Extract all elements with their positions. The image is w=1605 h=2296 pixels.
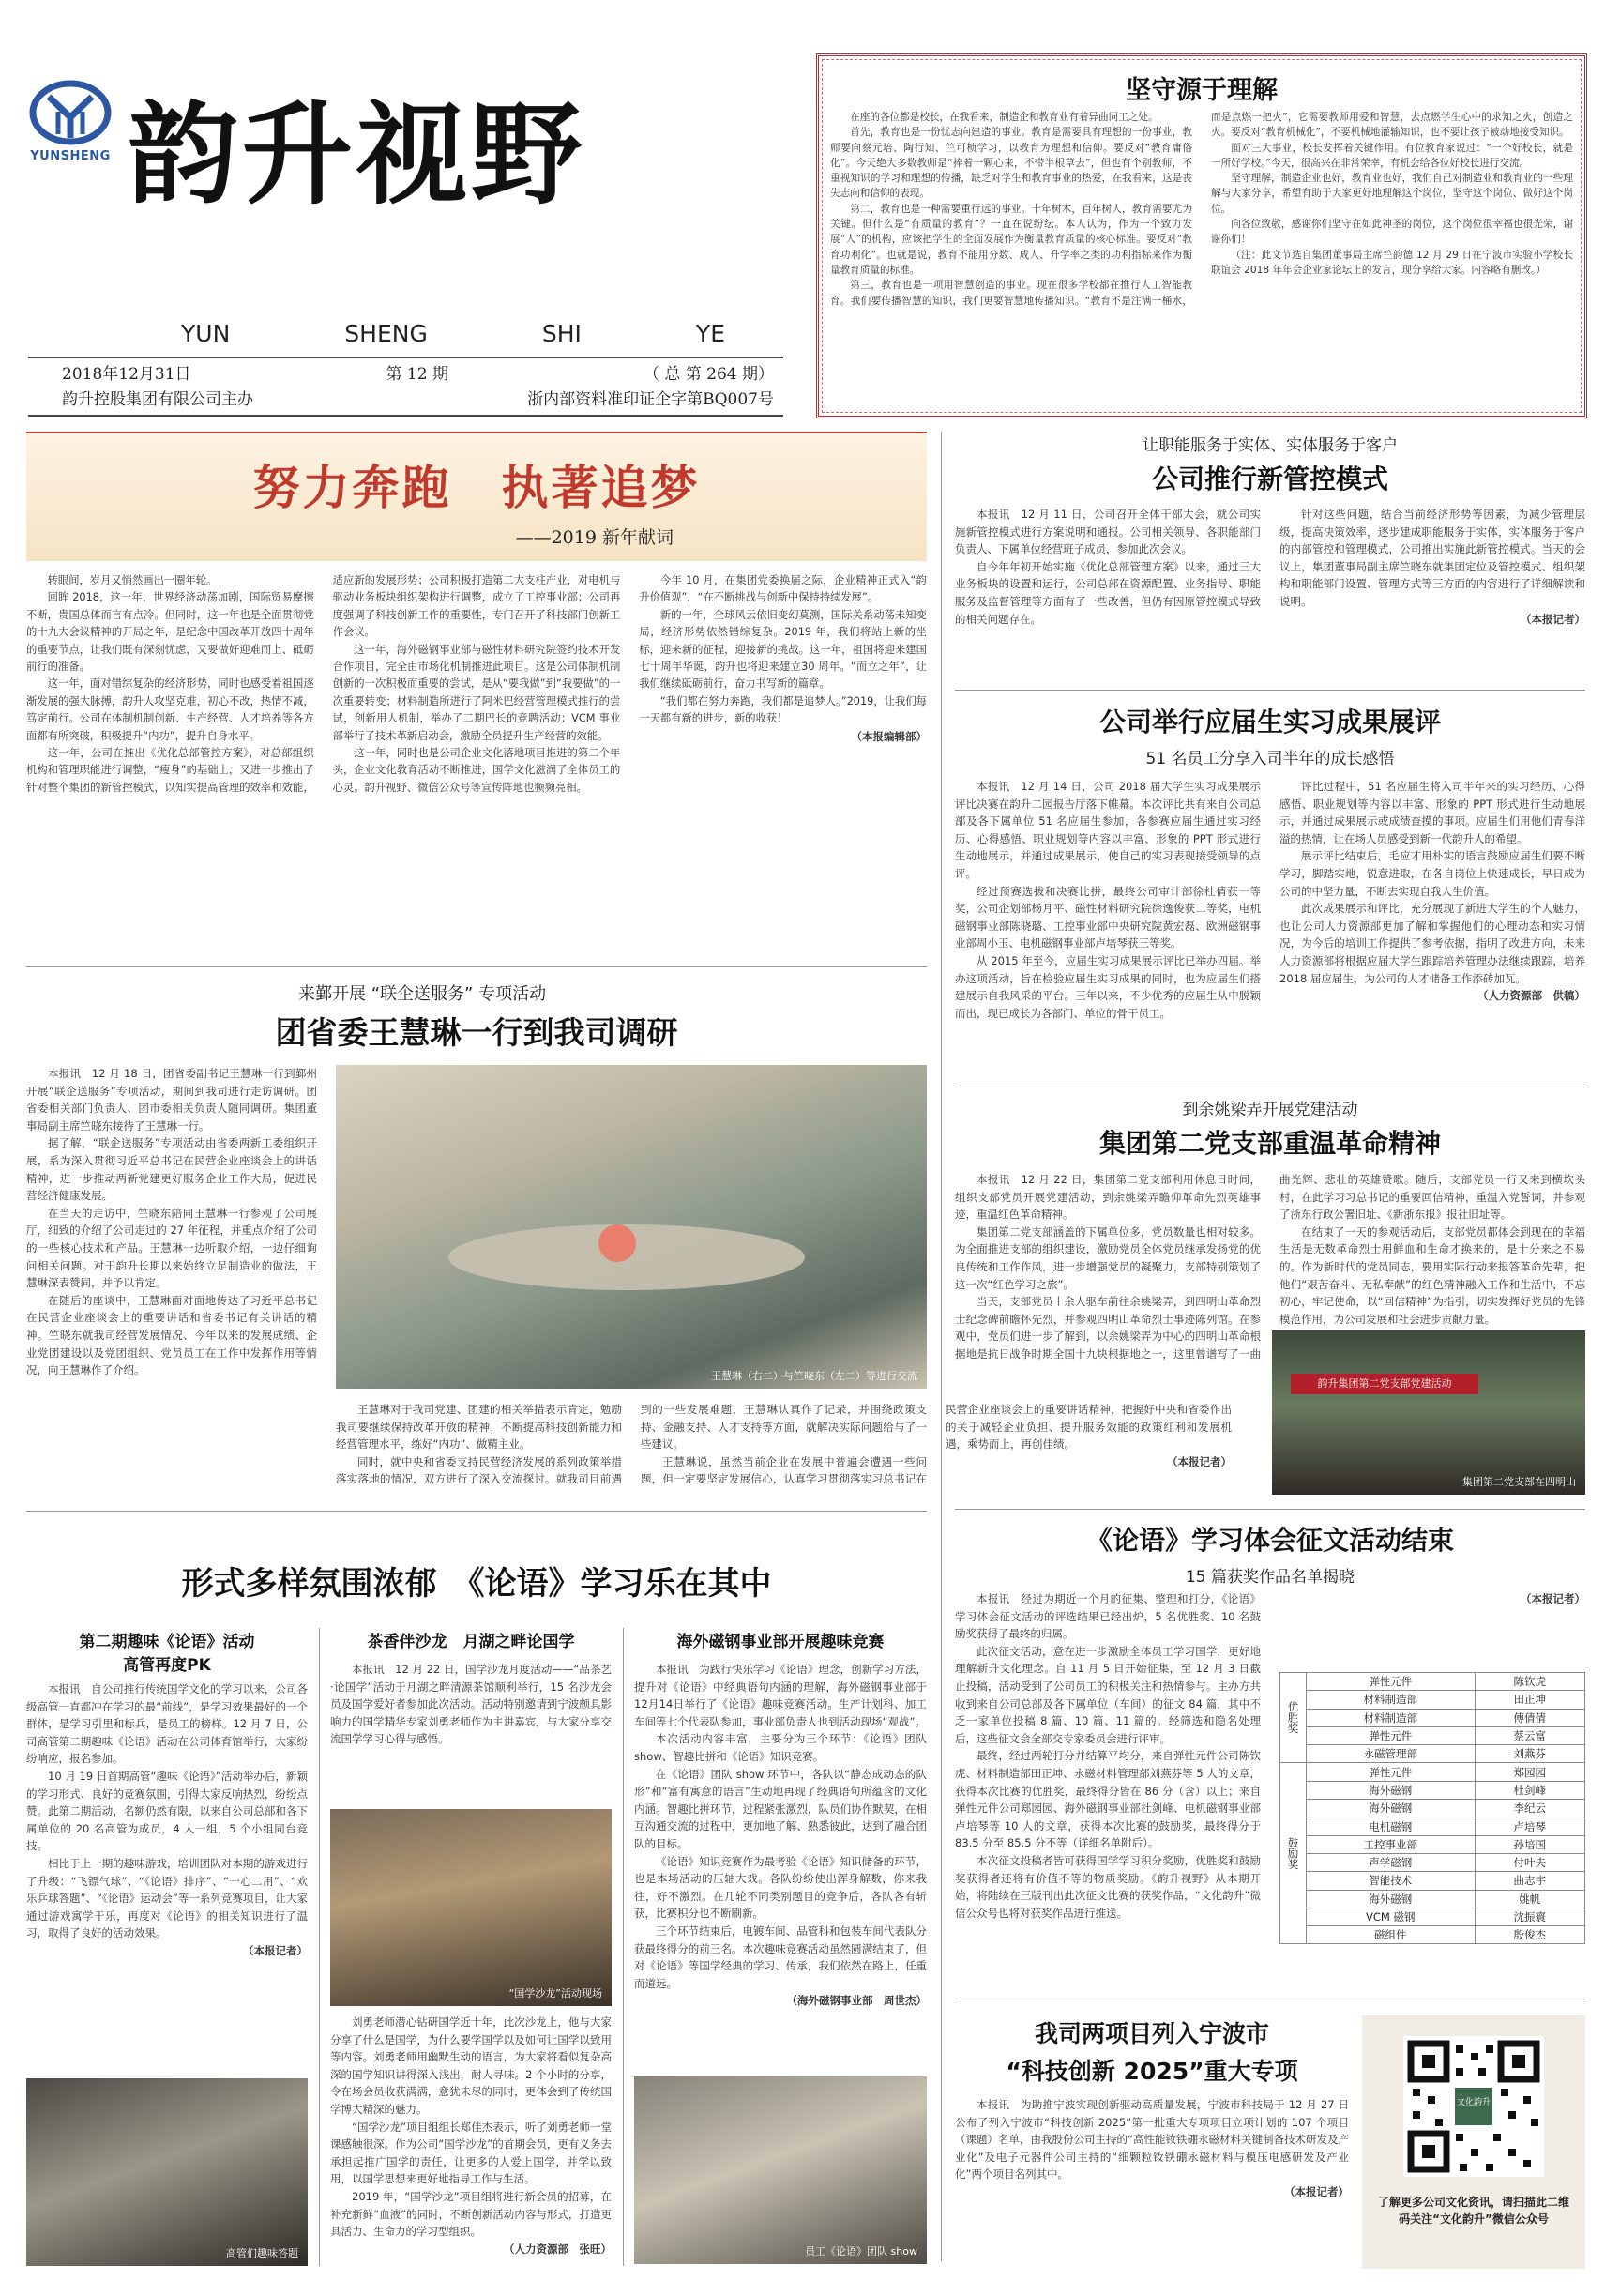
awards-table (1279, 1672, 1585, 1944)
salon-caption: “国学沙龙”活动现场 (508, 1987, 602, 1999)
logo-icon (28, 80, 113, 145)
award-name: 蔡云富 (1475, 1726, 1584, 1744)
new-year-para: 这一年，面对错综复杂的经济形势，同时也感受着祖国逐渐发展的强大脉搏，韵升人攻坚克难，初心不改，热情不减，笃定前行。公司在体制机制创新、生产经营、人才培养等各方面都有所突破，积极提升“内功”，提升自身水平。 (26, 677, 314, 742)
total-issue: （ 总 第 264 期） (643, 365, 774, 384)
management-para: 自今年年初开始实施《优化总部管理方案》以来，通过三大业务板块的设置和运行，公司总部在资源配置、业务指导、职能服务及监督管理等方面有了一些改善，但仍有因原管控模式导致的相关问题存在。 (955, 559, 1261, 626)
youth-league-para: 王慧琳说，虽然当前企业在发展中普遍会遭遇一些问题，但一定要坚定发展信心，认真学习贯彻落实习总书记在民营企业座谈会上的重要讲话精神，把握好中央和省委作出的关于减轻企业负担、提升服务效能的政策红利和发展机遇，乘势而上，再创佳绩。 (641, 1403, 1232, 1486)
new-year-para: 回眸 2018，这一年，世界经济动荡加剧，国际贸易摩擦不断，贵国总体而言有点冷。但同时，这一年也是全面贯彻党的十九大会议精神的开局之年，是纪念中国改革开放四十周年的重要节点，让我们既有深刻忧虑，又要做好迎难而上、砥砺前行的准备。 (26, 591, 314, 674)
award-unit: 智能技术 (1307, 1872, 1476, 1890)
award-name: 杜剑峰 (1475, 1781, 1584, 1799)
graduates-para: 展示评比结束后，毛应才用朴实的语言鼓励应届生们要不断学习，脚踏实地，锐意进取，在各自岗位上快速成长，早日成为公司的中坚力量，不断去实现自我人生价值。 (1279, 849, 1585, 898)
youth-league-para: 本报讯 12 月 18 日，团省委副书记王慧琳一行到鄞州开展“联企送服务”专项活动，期间到我司进行走访调研。团省委相关部门负责人、团市委相关负责人随同调研。集团董事局副主席竺晓东接待了王慧琳一行。 (26, 1067, 317, 1133)
youth-league-photo (336, 1065, 927, 1389)
award-name: 陈钦虎 (1475, 1673, 1584, 1691)
award-row (1280, 1726, 1585, 1744)
editorial-title: 坚守源于理解 (1126, 76, 1278, 105)
analects-pk-body (26, 1680, 308, 2056)
salon-sign: （人力资源部 张旺） (504, 2242, 612, 2256)
youth-league-para: 在当天的走访中，竺晓东陪同王慧琳一行参观了公司展厅，细致的介绍了公司走过的 27 年征程，并重点介绍了公司的一些核心技术和产品。王慧琳一边听取介绍，一边仔细询问相关问题。对于韵升长期以来始终立足制造业的做法，王慧琳深表赞同，并予以肯定。 (26, 1206, 317, 1290)
award-unit: 材料制造部 (1307, 1691, 1476, 1709)
award-row (1280, 1763, 1585, 1781)
graduates-para: 本报讯 12 月 14 日，公司 2018 届大学生实习成果展示评比决赛在韵升二园报告厅落下帷幕。本次评比共有来自公司总部及各下属单位 51 名应届生参加，各参赛应届生通过实习经历、心得感悟、职业规划等内容以丰富、形象的 PPT 形式进行生动地展示，并通过成果展示，使自己的实习表现接受领导的点评。 (955, 780, 1261, 880)
awards-table-wrap (1279, 1672, 1585, 1944)
article-analects (26, 1558, 927, 1604)
management-kicker: 让职能服务于实体、实体服务于客户 (1143, 436, 1398, 455)
management-body (955, 506, 1585, 684)
essay-body-left (955, 1590, 1261, 2008)
essay-para: 此次征文活动，意在进一步激励全体员工学习国学，更好地理解新升文化理念。自 11 月 5 日开始征集，至 12 月 3 日截止投稿，活动受到了公司员工的积极关注和热情参与。主办方共收到来自公司总部及各下属单位（车间）的征文 84 篇，其中不乏一家单位投稿 8 篇、10 篇、11 篇的。经筛选和隐名处理后，这些征文会全部交专家委员会进行评审。 (955, 1644, 1261, 1745)
analects-title: 形式多样氛围浓郁 《论语》学习乐在其中 (181, 1565, 772, 1603)
award-name: 傅倩倩 (1475, 1709, 1584, 1726)
overseas-photo (634, 2076, 927, 2264)
editorial-para: 首先，教育也是一份忧志向建造的事业。教育是需要具有理想的一份事业，教师要向蔡元培、陶行知、竺可桢学习，以教育为理想和信仰。要反对“教育庸俗化”。今天绝大多数教师是“捧着一颗心来，不带半根草去”，但也有个别教师，不重视知识的学习和理想的传播，缺乏对学生和教育事业的热爱，在我看来，这是丧失志向和信仰的表现。 (830, 127, 1192, 200)
party-banner: 韵升集团第二党支部党建活动 (1291, 1374, 1478, 1394)
party-kicker: 到余姚梁弄开展党建活动 (1182, 1101, 1358, 1119)
management-title: 公司推行新管控模式 (1151, 464, 1388, 494)
analects-pk-photo (26, 2078, 308, 2266)
new-year-para: 转眼间，岁月又悄然画出一圈年轮。 (47, 574, 218, 586)
essay-sign: （本报记者） (1521, 1592, 1585, 1605)
award-name: 孙培国 (1475, 1835, 1584, 1853)
graduates-title: 公司举行应届生实习成果展评 (1098, 707, 1441, 737)
party-para: 当天，支部党员十余人驱车前往余姚梁弄，到四明山革命烈士纪念碑前瞻怀先烈，并参观四明山革命烈士事迹陈列馆。在参观中，党员们进一步了解到，以余姚梁弄为中心的四明山革命根据地是抗日战争时期全国十九块根据地之一，这里曾谱写了一曲曲光辉、悲壮的英雄赞歌。随后，支部党员一行又来到横坎头村，在此学习习总书记的重要回信精神，重温入党誓词，并参观了浙东行政公署旧址、《新浙东报》报社旧址等。 (955, 1173, 1585, 1361)
youth-league-para: 同时，就中央和省委支持民营经济发展的系列政策举措落实落地的情况，双方进行了深入交流探讨。就我司目前遇到的一些发展难题，王慧琳认真作了记录，并围绕政策支持、金融支持、人才支持等方面，就解决实际问题给与了一些建议。 (336, 1403, 927, 1486)
article-essay (955, 1520, 1585, 2008)
party-para: 在结束了一天的参观活动后，支部党员都体会到现在的幸福生活是无数革命烈士用鲜血和生命才换来的，是十分来之不易的。作为新时代的党员同志，要用实际行动来报答革命先辈，把他们“艰苦奋斗、无私奉献”的红色精神融入工作和生活中，不忘初心，牢记使命，以“回信精神”为指引，切实发挥好党员的先锋模范作用，为公司发展和社会进步贡献力量。 (1279, 1224, 1585, 1326)
award-unit: 工控事业部 (1307, 1835, 1476, 1853)
essay-para: 本次征文投稿者皆可获得国学学习积分奖励，优胜奖和鼓励奖获得者还将有价值不等的物质奖励。《韵升视野》从本期开始，将陆续在三版刊出此次征文比赛的获奖作品，“文化韵升”微信公众号也将对获奖作品进行推送。 (955, 1853, 1261, 1920)
pinyin-3: SHI (541, 320, 582, 347)
qr-caption: 了解更多公司文化资讯，请扫描此二维码关注“文化韵升”微信公众号 (1377, 2196, 1569, 2226)
analects-pk-title2: 高管再度PK (123, 1656, 211, 1675)
award-unit: 海外磁钢 (1307, 1800, 1476, 1817)
article-analects-pk (26, 1628, 308, 2266)
party-caption: 集团第二党支部在四明山 (1462, 1476, 1576, 1488)
tech-title-2: “科技创新 2025”重大专项 (1006, 2058, 1298, 2085)
salon-para: “国学沙龙”项目组组长郑佳杰表示，听了刘勇老师一堂课感触很深。作为公司“国学沙龙”的首期会员，更有义务去承担起推广国学的责任，让更多的人爱上国学，并学以致用，以国学思想来更好地指导工作与生活。 (330, 2120, 612, 2186)
graduates-para: 此次成果展示和评比，充分展现了新进大学生的个人魅力，也让公司人力资源部更加了解和掌握他们的心理动态和实习情况，为今后的培训工作提供了参考依据，指明了改进方向，未来人力资源部将根据应届大学生跟踪培养管理办法继续跟踪，培养 2018 届应届生，为公司的人才储备工作添砖加瓦。 (1279, 902, 1585, 985)
qr-box (1362, 2015, 1585, 2269)
editorial-note: （注：此文节选自集团董事局主席竺韵德 12 月 29 日在宁波市实验小学校长联谊会 2018 年年会企业家论坛上的发言，现分享给大家。内容略有删改。） (1211, 249, 1573, 276)
logo-text: YUNSHENG (30, 149, 111, 163)
graduates-sign: （人力资源部 供稿） (1477, 989, 1585, 1003)
overseas-sign: （海外磁钢事业部 周世杰） (786, 1994, 927, 2008)
party-para: 本报讯 12 月 22 日，集团第二党支部利用休息日时间，组织支部党员开展党建活动，到余姚梁弄瞻仰革命先烈英雄事迹，重温红色革命精神。 (955, 1173, 1261, 1222)
award-name: 卢培琴 (1475, 1817, 1584, 1835)
award-name: 付叶夫 (1475, 1853, 1584, 1871)
new-year-title: 努力奔跑 执著追梦 (252, 461, 701, 515)
youth-league-para: 在随后的座谈中，王慧琳面对面地传达了习近平总书记在民营企业座谈会上的重要讲话和省委书记有关讲话的精神。竺晓东就我司经营发展情况、今年以来的发展成绩、企业党团建设以及党团组织、党员员工在工作中发挥作用等情况，向王慧琳作了介绍。 (26, 1293, 317, 1377)
award-row (1280, 1781, 1585, 1799)
tech-title-1: 我司两项目列入宁波市 (1034, 2020, 1269, 2047)
editorial-text (830, 110, 1573, 401)
masthead-pinyin (181, 320, 725, 347)
award-row (1280, 1835, 1585, 1853)
editorial-para: 第二，教育也是一种需要重行远的事业。十年树木，百年树人，教育需要尤为关键。但什么是“有质量的教育”？一直在说纷纭。本人认为，作为一个致力发展“人”的机构，应该把学生的全面发展作为衡量教育质量的核心标准。要反对“教育功利化”。也就是说，教育不能用分数、成人、升学率之类的功利指标来作为衡量教育质量的标准。 (830, 203, 1192, 276)
youth-league-para: 王慧琳对于我司党建、团建的相关举措表示肯定，勉励我司要继续保持改革开放的精神，不断提高科技创新能力和经营管理水平，练好“内功”、做精主业。 (336, 1403, 622, 1452)
graduates-para: 经过预赛选拔和决赛比拼，最终公司审计部徐杜倩获一等奖，公司企划部杨月平、磁性材料研究院徐逸俊获二等奖，电机磁钢事业部陈晓璐、工控事业部中央研究院黄宏磊、欧洲磁钢事业部周小玉、电机磁钢事业部卢培琴获三等奖。 (955, 884, 1261, 950)
editorial-para: 坚守理解，制造企业也好，教育业也好，我们自己对制造业和教育业的一些理解与大家分享，希望有助于大家更好地理解这个岗位，坚守这个岗位、做好这个岗位。 (1211, 173, 1573, 215)
award-row (1280, 1872, 1585, 1890)
award-unit: 弹性元件 (1307, 1763, 1476, 1781)
award-name: 田正坤 (1475, 1691, 1584, 1709)
essay-body-right (1279, 1590, 1585, 1665)
overseas-caption: 员工《论语》团队 show (805, 2245, 917, 2258)
overseas-para: 《论语》知识竞赛作为最考验《论语》知识储备的环节，也是本场活动的压轴大戏。各队纷纷使出浑身解数，你来我往，好不激烈。在几轮不同类别题目的竞争后，各队各有斩获，比赛积分也不断刷新。 (634, 1854, 927, 1921)
award-name: 郑园园 (1475, 1763, 1584, 1781)
salon-body-bottom (330, 2014, 612, 2286)
new-year-para: 这一年，公司在推出《优化总部管控方案》，对总部组织机构和管理职能进行调整，“瘦身”的基础上，又进一步推出了针对整个集团的新管控模式，以知实提高管理的效率和效能，适应新的发展形势；公司积极打造第二大支柱产业，对电机与驱动业务板块组织架构进行调整，成立了工控事业部；公司再度强调了科技创新工作的重要性，专门召开了科技部门创新工作会议。 (26, 574, 621, 794)
issue-info (28, 357, 783, 417)
editorial-box (816, 53, 1587, 418)
graduates-para: 从 2015 年至今，应届生实习成果展示评比已举办四届。举办这项活动，旨在检验应届生实习成果的同时，也为应届生们搭建展示自我风采的平台。三年以来，不少优秀的应届生从中脱颖而出，现已成长为各部门、单位的骨干员工。 (955, 953, 1261, 1020)
salon-photo (330, 1809, 612, 2006)
youth-league-title: 团省委王慧琳一行到我司调研 (275, 1014, 678, 1051)
analects-pk-title: 第二期趣味《论语》活动 (79, 1633, 255, 1651)
youth-league-body-right (336, 1401, 1232, 1502)
award-unit: 弹性元件 (1307, 1673, 1476, 1691)
award-row (1280, 1691, 1585, 1709)
logo (28, 80, 113, 164)
award-unit: 电机磁钢 (1307, 1817, 1476, 1835)
issue-date: 2018年12月31日 (62, 365, 191, 384)
new-year-para: 这一年，海外磁钢事业部与磁性材料研究院签约技术开发合作项目，完全由市场化机制推进此项目。这是公司体制机制创新的一次积极而重要的尝试，是从“要我做”到“我要做”的一次重要转变；材料制造所进行了阿米巴经营管理模式推行的尝试，创新用人机制，举办了二期巴长的竞聘活动；VCM 事业部举行了技术革新启动会，激励全员提升生产经营的效能。 (332, 643, 621, 742)
award-unit: 永磁管理部 (1307, 1745, 1476, 1763)
analects-pk-para: 10 月 19 日首期高管“趣味《论语》”活动举办后，新颖的学习形式、良好的竞赛氛围，引得大家反响热烈，纷纷点赞。此第二期活动，名额仍然有限，以来自公司总部和各下属单位的 20 名高管为成员，4 人一组，5 个小组同台竞技。 (26, 1769, 308, 1853)
award-name: 曲志宇 (1475, 1872, 1584, 1890)
article-new-year (26, 432, 927, 957)
editorial-para: 向各位致敬，感谢你们坚守在如此神圣的岗位，这个岗位很幸福也很光荣，谢谢你们！ (1211, 219, 1573, 246)
award-row (1280, 1817, 1585, 1835)
award-unit: VCM 磁钢 (1307, 1908, 1476, 1925)
article-salon (330, 1628, 612, 2266)
graduates-subtitle: 51 名员工分享入司半年的成长感悟 (1145, 750, 1395, 768)
award-unit: 材料制造部 (1307, 1709, 1476, 1726)
issue-number: 第 12 期 (386, 365, 448, 384)
award-unit: 声学磁钢 (1307, 1853, 1476, 1871)
analects-pk-sign: （本报记者） (243, 1943, 308, 1957)
award-row (1280, 1745, 1585, 1763)
analects-pk-caption: 高管们趣味答题 (226, 2247, 298, 2259)
award-name: 李纪云 (1475, 1800, 1584, 1817)
party-photo (1272, 1330, 1585, 1495)
article-graduates (955, 702, 1585, 1077)
award-unit: 弹性元件 (1307, 1726, 1476, 1744)
new-year-subtitle: ——2019 新年献词 (515, 527, 674, 548)
article-tech-innovation (955, 2015, 1349, 2269)
youth-league-para: 据了解，“联企送服务”专项活动由省委两新工委组织开展，系为深入贯彻习近平总书记在民营企业座谈会上的讲话精神，进一步推动两新党建更好服务企业工作大局，促进民营经济健康发展。 (26, 1136, 317, 1203)
analects-pk-para: 本报讯 自公司推行传统国学文化的学习以来，公司各级高管一直都冲在学习的最“前线”，是学习效果最好的一个群体，是学习引里和标兵，是员工的榜样。12 月 7 日，公司高管第二期趣味《论语》活动在公司体育馆举行，大家纷纷响应，报名参加。 (26, 1682, 308, 1766)
pinyin-4: YE (695, 320, 725, 347)
article-management (955, 432, 1585, 680)
qr-label: 文化韵升 (1456, 2098, 1491, 2107)
essay-para: 最终，经过两轮打分并结算平均分，来自弹性元件公司陈钦虎、材料制造部田正坤、永磁材料管理部刘燕芬等 5 人的文章，获得本次比赛的优胜奖，最终得分皆在 86 分（含）以上；来自弹性元件公司郑园园、海外磁钢事业部杜剑峰、电机磁钢事业部卢培琴等 10 人的文章，获得本次比赛的鼓励奖，最终得分于 83.5 分至 85.5 分不等（详细名单附后）。 (955, 1749, 1261, 1850)
pinyin-2: SHENG (344, 320, 428, 347)
editorial-para: 在座的各位都是校长，在我看来，制造企和教育业有着异曲同工之处。 (850, 112, 1158, 123)
license: 浙内部资料准印证企字第BQ007号 (527, 390, 774, 409)
award-name: 姚帆 (1475, 1890, 1584, 1908)
award-row (1280, 1926, 1585, 1944)
management-sign: （本报记者） (1521, 612, 1585, 626)
award-row (1280, 1709, 1585, 1726)
salon-para: 刘勇老师潜心钻研国学近十年，此次沙龙上，他与大家分享了什么是国学，为什么要学国学以及如何让国学以致用等内容。刘勇老师用幽默生动的语言，为大家将看似复杂高深的国学知识讲得深入浅出，耐人寻味。2 个小时的分享，令在场会员收获满满，意犹未尽的同时，更体会到了传统国学博大精深的魅力。 (330, 2015, 612, 2116)
award-group-label: 优胜奖 (1280, 1673, 1307, 1763)
award-unit: 海外磁钢 (1307, 1781, 1476, 1799)
youth-league-sign: （本报记者） (1167, 1454, 1232, 1468)
masthead (17, 42, 805, 418)
new-year-para: 这一年，同时也是公司企业文化落地项目推进的第二个年头，企业文化教育活动不断推进，国学文化滋润了全体员工的心灵。韵升视野、微信公众号等宣传阵地也频频亮相。 (332, 747, 621, 794)
youth-league-kicker: 来鄞开展 “联企送服务” 专项活动 (298, 984, 547, 1004)
award-row (1280, 1890, 1585, 1908)
editorial-para: 第三，教育也是一项用智慧创造的事业。现在很多学校都在推行人工智能教育。我们要传播智慧的知识，我们更要智慧地传播知识。“教育不是注满一桶水，而是点燃一把火”，它需要教师用爱和智慧，去点燃学生心中的求知之火，创造之火。要反对“教育机械化”，不要机械地灌输知识，也不要让孩子被动地接受知识。 (830, 112, 1573, 307)
overseas-para: 在《论语》团队 show 环节中，各队以“静态成动态的队形”和“富有寓意的语言”生动地再现了经典语句所蕴含的文化内涵。智趣比拼环节，过程紧张激烈，队员们协作默契，在相互沟通交流的过程中，更加地了解、熟悉彼此，达到了融合团队的目标。 (634, 1767, 927, 1850)
new-year-sign: （本报编辑部） (851, 729, 927, 743)
award-unit: 磁组件 (1307, 1926, 1476, 1944)
analects-pk-para: 相比于上一期的趣味游戏，培训团队对本期的游戏进行了升级：“飞镖气球”、“《论语》排序”、“一心二用”、“欢乐乒球答题”、“《论语》运动会”等一系列竞赛项目，让大家通过游戏寓学于乐，再度对《论语》的相关知识进行了温习，取得了良好的活动效果。 (26, 1856, 308, 1940)
essay-title: 《论语》学习体会征文活动结束 (1085, 1525, 1454, 1556)
overseas-para: 本次活动内容丰富，主要分为三个环节：《论语》团队 show、智趣比拼和《论语》知识竞赛。 (634, 1732, 927, 1763)
new-year-body (26, 572, 927, 948)
pinyin-1: YUN (181, 320, 231, 347)
editorial-para: 面对三大事业，校长发挥着关键作用。有位教育家说过：“一个好校长，就是一所好学校。”今天，很高兴在非常荣幸，有机会给各位好校长进行交流。 (1211, 142, 1573, 169)
award-name: 殷俊杰 (1475, 1926, 1584, 1944)
article-overseas-contest (634, 1628, 927, 2266)
sponsor: 韵升控股集团有限公司主办 (62, 390, 253, 409)
new-year-para: “我们都在努力奔跑，我们都是追梦人。”2019，让我们每一天都有新的进步，新的收获！ (639, 694, 927, 725)
essay-subtitle: 15 篇获奖作品名单揭晓 (1185, 1568, 1355, 1587)
award-row (1280, 1800, 1585, 1817)
masthead-title: 韵升视野 (128, 89, 586, 220)
award-row (1280, 1908, 1585, 1925)
qr-code (1403, 2036, 1544, 2177)
overseas-body (634, 1661, 927, 2088)
award-row (1280, 1853, 1585, 1871)
tech-sign: （本报记者） (1284, 2184, 1349, 2198)
overseas-para: 三个环节结束后，电镀车间、品管科和包装车间代表队分获最终得分的前三名。本次趣味竞赛活动虽然圆满结束了，但对《论语》等国学经典的学习、传承，我们依然在路上，任重而道远。 (634, 1923, 927, 1990)
salon-title: 茶香伴沙龙 月湖之畔论国学 (367, 1633, 575, 1651)
tech-para: 本报讯 为助推宁波实现创新驱动高质量发展，宁波市科技局于 12 月 27 日公布了列入宁波市“科技创新 2025”第一批重大专项项目立项计划的 107 个项目（课题）名单，由我股份公司主持的“高性能钕铁硼永磁材料关键制备技术研发及产业化”及电子元器件公司主持的“细颗粒钕铁硼永磁材料与模压电感研发及产业化”两个项目名列其中。 (955, 2098, 1349, 2182)
award-unit: 海外磁钢 (1307, 1890, 1476, 1908)
graduates-body (955, 778, 1585, 1087)
youth-league-caption: 王慧琳（右二）与竺晓东（左二）等进行交流 (711, 1370, 917, 1382)
new-year-para: 今年 10 月，在集团党委换届之际，企业精神正式入“韵升价值观”，“在不断挑战与创新中保持持续发展”。 (639, 574, 927, 604)
award-name: 沈振寰 (1475, 1908, 1584, 1925)
new-year-para: 新的一年，全球风云依旧变幻莫测，国际关系动荡未知变局，经济形势依然错综复杂。2019 年，我们将站上新的坐标，迎来新的征程，迎接新的挑战。这一年，祖国将迎来建国七十周年华诞，韵升也将迎来建立30 周年。“而立之年”，让我们继续砥砺前行，奋力书写新的篇章。 (639, 608, 927, 691)
essay-para: 本报讯 经过为期近一个月的征集、整理和打分，《论语》学习体会征文活动的评选结果已经出炉，5 名优胜奖、10 名鼓励奖获得了最终的归属。 (955, 1592, 1261, 1641)
salon-para: 本报讯 12 月 22 日，国学沙龙月度活动——“品茶艺·论国学”活动于月湖之畔清源茶馆顺利举行，15 名沙龙会员及国学爱好者参加此次活动。活动特别邀请到宁波颇具影响力的国学精华专家刘勇老师作为主讲嘉宾，与大家分享交流国学学习心得与感悟。 (330, 1663, 612, 1746)
award-group-label: 鼓励奖 (1280, 1763, 1307, 1944)
award-name: 刘燕芬 (1475, 1745, 1584, 1763)
tech-body (955, 2096, 1349, 2201)
overseas-title: 海外磁钢事业部开展趣味竞赛 (676, 1633, 885, 1651)
management-para: 针对这些问题，结合当前经济形势等因素，为减少管理层级，提高决策效率，逐步建成职能服务于实体，实体服务于客户的内部管控和管理模式，公司推出实施此新管控模式。当天的会议上，集团董事局副主席竺晓东就集团定位及管控模式、组织架构和职能部门设置、管理方式等三方面的内容进行了详细解读和说明。 (1279, 508, 1585, 608)
award-row (1280, 1673, 1585, 1691)
graduates-para: 评比过程中，51 名应届生将入司半年来的实习经历、心得感悟、职业规划等内容以丰富、形象的 PPT 形式进行生动地展示，并通过成果展示或成绩查摸的事项。应届生们用他们青春洋溢的热情，让在场人员感受到新一代韵升人的希望。 (1279, 780, 1585, 845)
salon-body-top (330, 1661, 612, 1802)
party-para: 集团第二党支部涵盖的下属单位多，党员数量也相对较多。为全面推进支部的组织建设，激励党员全体党员继承发扬党的优良传统和工作作风，进一步增强党员的凝聚力，支部特别策划了这一次“红色学习之旅”。 (955, 1224, 1261, 1291)
salon-para: 2019 年，“国学沙龙”项目组将进行新会员的招募，在补充新鲜“血液”的同时，不断创新活动内容与形式，打造更具活力、生命力的学习型组织。 (330, 2189, 612, 2239)
youth-league-body-left (26, 1065, 317, 1497)
overseas-para: 本报讯 为践行快乐学习《论语》理念，创新学习方法，提升对《论语》中经典语句内涵的理解，海外磁钢事业部于12月14日举行了《论语》趣味竞赛活动。生产计划科、加工车间等七个代表队参加，事业部负责人也到活动现场“观战”。 (634, 1663, 927, 1728)
management-para: 本报讯 12 月 11 日，公司召开全体干部大会，就公司实施新管控模式进行方案说明和通报。公司相关领导、各职能部门负责人、下属单位经营班子成员，参加此次会议。 (955, 508, 1261, 556)
party-title: 集团第二党支部重温革命精神 (1098, 1128, 1441, 1159)
